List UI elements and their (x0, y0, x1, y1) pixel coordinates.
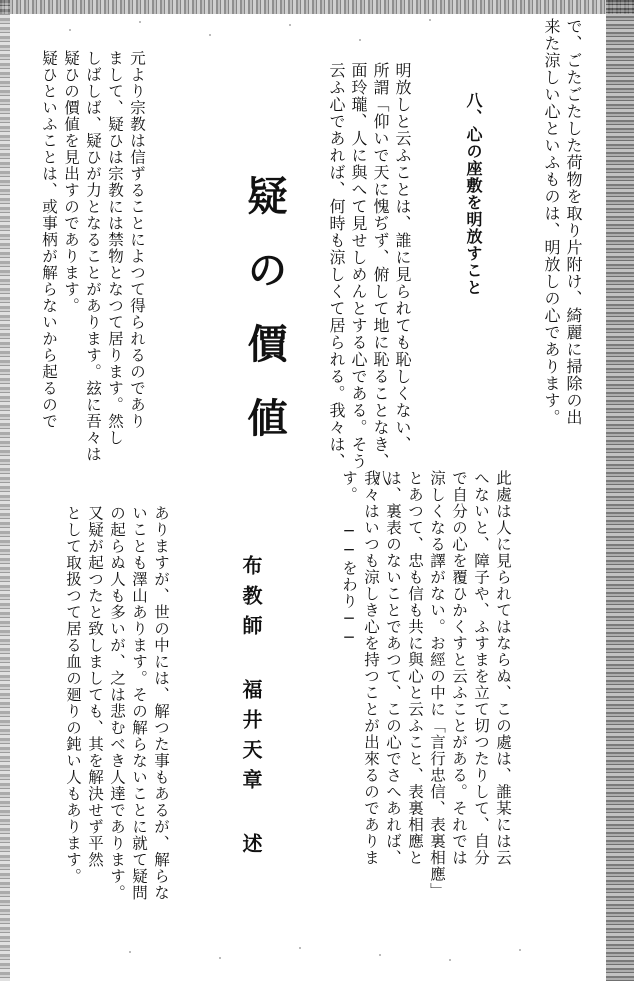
scan-edge-right (606, 0, 634, 981)
text-line: 我々はいつも涼しき心を持つことが出來るのでありま (362, 470, 380, 866)
text-line: へないと、障子や、ふすまを立て切つたりして、自分 (472, 470, 490, 866)
section-heading: 八、心の座敷を明放すこと (464, 92, 483, 296)
scan-edge-left (0, 0, 10, 981)
text-line: まして、疑ひは宗教には禁物となつて居ります。然し (106, 50, 124, 446)
text-line: 所謂「仰いで天に愧ぢず、俯して地に恥ることなき、八 (371, 62, 390, 487)
text-line: ありますが、世の中には、解つた事もあるが、解らな (152, 505, 170, 901)
text-line: 来た涼しい心といふものは、明放しの心であります。 (542, 18, 561, 426)
text-line: 疑ひといふことは、或事柄が解らないから起るので (40, 50, 58, 430)
text-line: は、裏表のないことであつて、この心でさへあれば、 (384, 470, 402, 866)
text-line: 涼しくなる譯がない。お經の中に「言行忠信、表裏相應」 (428, 470, 446, 899)
text-line: 元より宗教は信ずることによつて得られるのであり (128, 50, 146, 430)
article-byline: 布教師 福井天章 述 (239, 555, 263, 863)
text-line: 云ふ心であれば、何時も涼しくて居られる。我々は、 (327, 62, 346, 470)
article-title: 疑の價値 (241, 175, 288, 471)
lower-left-paragraph (62, 505, 172, 945)
text-line: で自分の心を覆ひかくすと云ふことがある。それでは (450, 470, 468, 866)
text-line: として取扱つて居る血の廻りの鈍い人もあります。 (64, 505, 82, 885)
scan-edge-top (0, 0, 634, 14)
text-line: しばしば、疑ひが力となることがあります。玆に吾々は (84, 50, 102, 463)
text-line: いことも澤山あります。その解らないことに就て疑問 (130, 505, 148, 901)
text-line: す。 ──をわり── (340, 470, 358, 648)
text-line: 又疑が起つたと致しましても、其を解決せず平然 (86, 505, 104, 868)
section-paragraph (325, 62, 413, 487)
upper-left-paragraph (38, 50, 148, 470)
text-line: で、ごたごたした荷物を取り片附け、綺麗に掃除の出 (564, 18, 583, 426)
text-line: とあつて、忠も信も共に與心と云ふこと、表裏相應と (406, 470, 424, 866)
text-line: の起らぬ人も多いが、之は悲むべき人達であります。 (108, 505, 126, 901)
top-right-paragraph (540, 18, 584, 458)
text-line: 此處は人に見られてはならぬ、この處は、誰某には云 (494, 470, 512, 866)
text-line: 疑ひの價値を見出すのであります。 (62, 50, 80, 314)
text-line: 面玲瓏、人に與へて見せしめんとする心である。そう (349, 62, 368, 470)
lower-right-paragraph (338, 470, 514, 940)
text-line: 明放しと云ふことは、誰に見られても恥しくない、 (393, 62, 412, 453)
